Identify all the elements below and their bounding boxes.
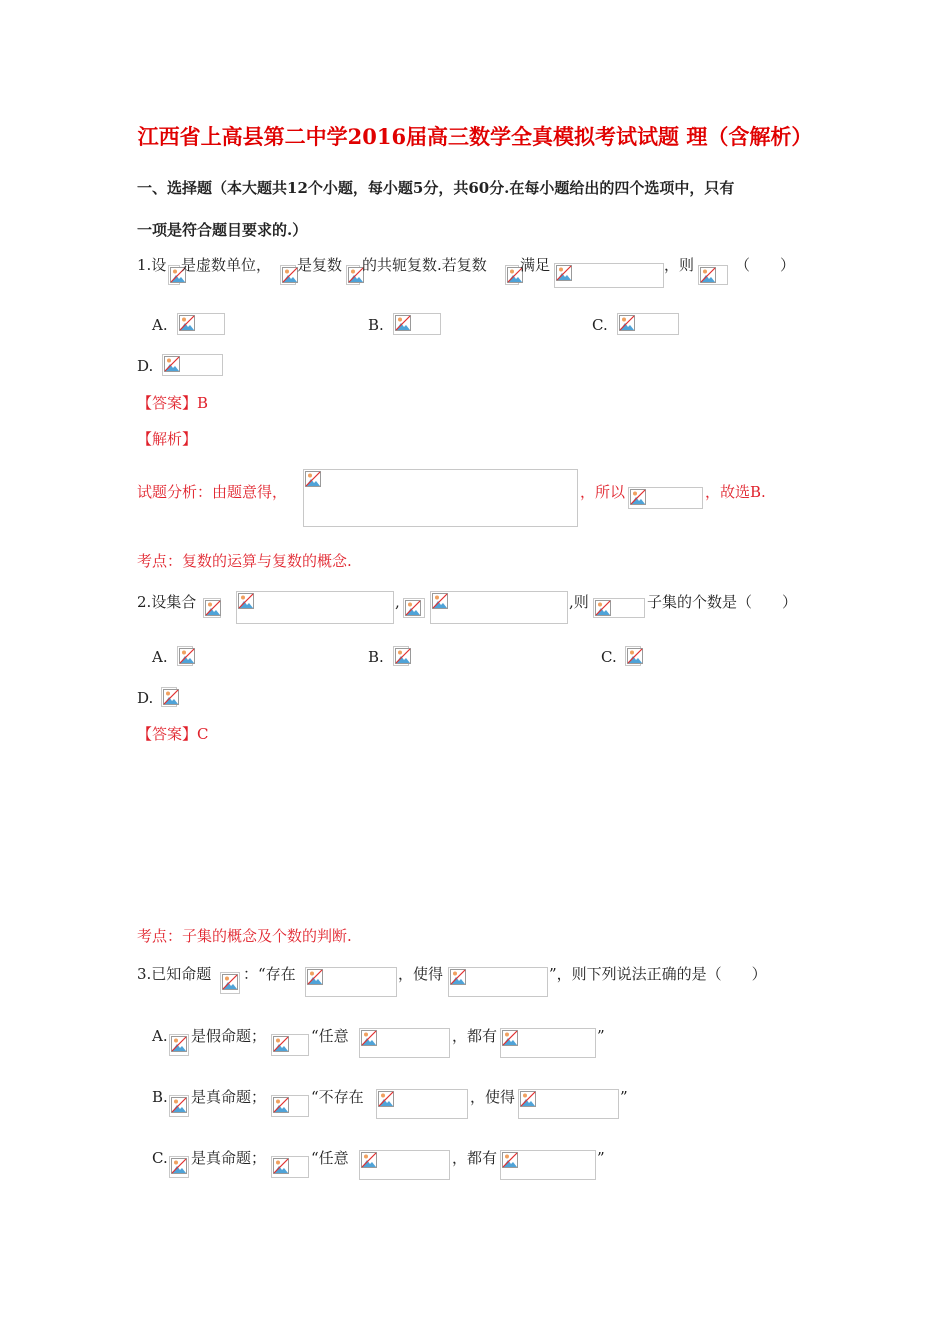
q1-text: 满足	[520, 256, 551, 274]
q2-option-a-label: A.	[152, 648, 168, 666]
q3-option-a-label: A.	[152, 1027, 168, 1045]
broken-image-icon	[432, 593, 448, 609]
q1-solution: ，故选B.	[705, 483, 766, 501]
broken-image-icon	[171, 1097, 187, 1113]
section-header-line2: 一项是符合题目要求的.）	[137, 221, 308, 239]
formula-image	[505, 265, 519, 285]
q2-option-d-label: D.	[137, 689, 154, 707]
q3-option-c-label: C.	[152, 1149, 168, 1167]
q3-option-c-text: 是真命题；	[191, 1149, 267, 1167]
formula-image	[236, 591, 394, 624]
q3-option-a-text: “任意	[311, 1027, 349, 1045]
broken-image-icon	[171, 1036, 187, 1052]
q1-option-c-label: C.	[592, 316, 608, 334]
solution-image	[303, 469, 578, 527]
broken-image-icon	[164, 356, 180, 372]
q3-option-a-text: ，都有	[452, 1027, 498, 1045]
option-b-image	[393, 313, 441, 335]
broken-image-icon	[700, 267, 716, 283]
q3-text: ：“存在	[243, 965, 296, 983]
q3-option-a-text: ”	[597, 1027, 605, 1045]
q1-answer: 【答案】B	[137, 394, 209, 412]
option-a-image	[177, 313, 225, 335]
broken-image-icon	[361, 1152, 377, 1168]
option-b-image	[393, 646, 409, 666]
q3-option-b-text: ”	[620, 1088, 628, 1106]
broken-image-icon	[520, 1091, 536, 1107]
broken-image-icon	[222, 974, 238, 990]
formula-image	[376, 1089, 468, 1119]
q1-text: 的共轭复数.若复数	[362, 256, 487, 274]
broken-image-icon	[307, 969, 323, 985]
q1-text: 是虚数单位，	[181, 256, 272, 274]
q2-option-b-label: B.	[368, 648, 384, 666]
formula-image	[169, 1095, 189, 1117]
q1-text: （ ）	[735, 256, 796, 274]
q2-option-c-label: C.	[601, 648, 617, 666]
q2-text: ,	[395, 593, 400, 611]
q1-option-a-label: A.	[152, 316, 168, 334]
broken-image-icon	[205, 600, 221, 616]
q2-answer: 【答案】C	[137, 725, 209, 743]
q3-option-a-text: 是假命题；	[191, 1027, 267, 1045]
formula-image	[271, 1095, 309, 1117]
broken-image-icon	[619, 315, 635, 331]
broken-image-icon	[273, 1097, 289, 1113]
broken-image-icon	[163, 689, 179, 705]
q1-option-d-label: D.	[137, 357, 154, 375]
q1-solution: ，所以	[580, 483, 626, 501]
q3-option-c-text: “任意	[311, 1149, 349, 1167]
broken-image-icon	[179, 315, 195, 331]
formula-image	[554, 263, 664, 288]
broken-image-icon	[282, 267, 298, 283]
broken-image-icon	[361, 1030, 377, 1046]
q1-solution: 试题分析：由题意得，	[137, 483, 288, 501]
q3-option-b-label: B.	[152, 1088, 168, 1106]
broken-image-icon	[502, 1152, 518, 1168]
formula-image	[359, 1150, 450, 1180]
q2-kaodian: 考点：子集的概念及个数的判断.	[137, 927, 352, 945]
formula-image	[403, 598, 425, 618]
formula-image	[518, 1089, 619, 1119]
formula-image	[448, 967, 548, 997]
formula-image	[271, 1034, 309, 1056]
option-a-image	[177, 646, 193, 666]
q1-option-b-label: B.	[368, 316, 384, 334]
broken-image-icon	[238, 593, 254, 609]
option-c-image	[617, 313, 679, 335]
q1-text: 是复数	[297, 256, 343, 274]
q3-option-b-text: “不存在	[311, 1088, 364, 1106]
q1-text: 1.设	[137, 256, 167, 274]
formula-image	[430, 591, 568, 624]
section-header-line1: 一、选择题（本大题共12个小题，每小题5分，共60分.在每小题给出的四个选项中，只有	[137, 179, 735, 197]
formula-image	[346, 265, 360, 285]
broken-image-icon	[450, 969, 466, 985]
q2-text: 子集的个数是（ ）	[647, 593, 798, 611]
broken-image-icon	[273, 1158, 289, 1174]
formula-image	[593, 598, 645, 618]
formula-image	[169, 1156, 189, 1178]
broken-image-icon	[502, 1030, 518, 1046]
broken-image-icon	[395, 315, 411, 331]
q3-text: 3.已知命题	[137, 965, 212, 983]
broken-image-icon	[556, 265, 572, 281]
solution-image	[628, 487, 703, 509]
broken-image-icon	[627, 648, 643, 664]
q3-option-c-text: ”	[597, 1149, 605, 1167]
broken-image-icon	[595, 600, 611, 616]
formula-image	[359, 1028, 450, 1058]
broken-image-icon	[630, 489, 646, 505]
broken-image-icon	[378, 1091, 394, 1107]
formula-image	[280, 265, 296, 285]
formula-image	[698, 265, 728, 285]
q3-option-c-text: ，都有	[452, 1149, 498, 1167]
formula-image	[169, 1034, 189, 1056]
formula-image	[271, 1156, 309, 1178]
option-d-image	[161, 687, 177, 707]
q3-text: ”，则下列说法正确的是（ ）	[549, 965, 767, 983]
q3-option-b-text: ，使得	[470, 1088, 516, 1106]
q1-text: ，则	[664, 256, 695, 274]
page-title: 江西省上高县第二中学2016届高三数学全真模拟考试试题 理（含解析）	[137, 124, 813, 149]
broken-image-icon	[395, 648, 411, 664]
broken-image-icon	[305, 471, 321, 487]
broken-image-icon	[179, 648, 195, 664]
formula-image	[500, 1028, 596, 1058]
broken-image-icon	[171, 1158, 187, 1174]
q3-text: ，使得	[398, 965, 444, 983]
broken-image-icon	[405, 600, 421, 616]
q2-text: ,则	[569, 593, 589, 611]
option-c-image	[625, 646, 641, 666]
option-d-image	[162, 354, 223, 376]
formula-image	[305, 967, 397, 997]
formula-image	[168, 265, 180, 285]
q3-option-b-text: 是真命题；	[191, 1088, 267, 1106]
q1-analysis-label: 【解析】	[137, 430, 198, 448]
q2-text: 2.设集合	[137, 593, 197, 611]
q1-kaodian: 考点：复数的运算与复数的概念.	[137, 552, 352, 570]
formula-image	[500, 1150, 596, 1180]
broken-image-icon	[273, 1036, 289, 1052]
formula-image	[203, 598, 221, 618]
formula-image	[220, 972, 240, 994]
